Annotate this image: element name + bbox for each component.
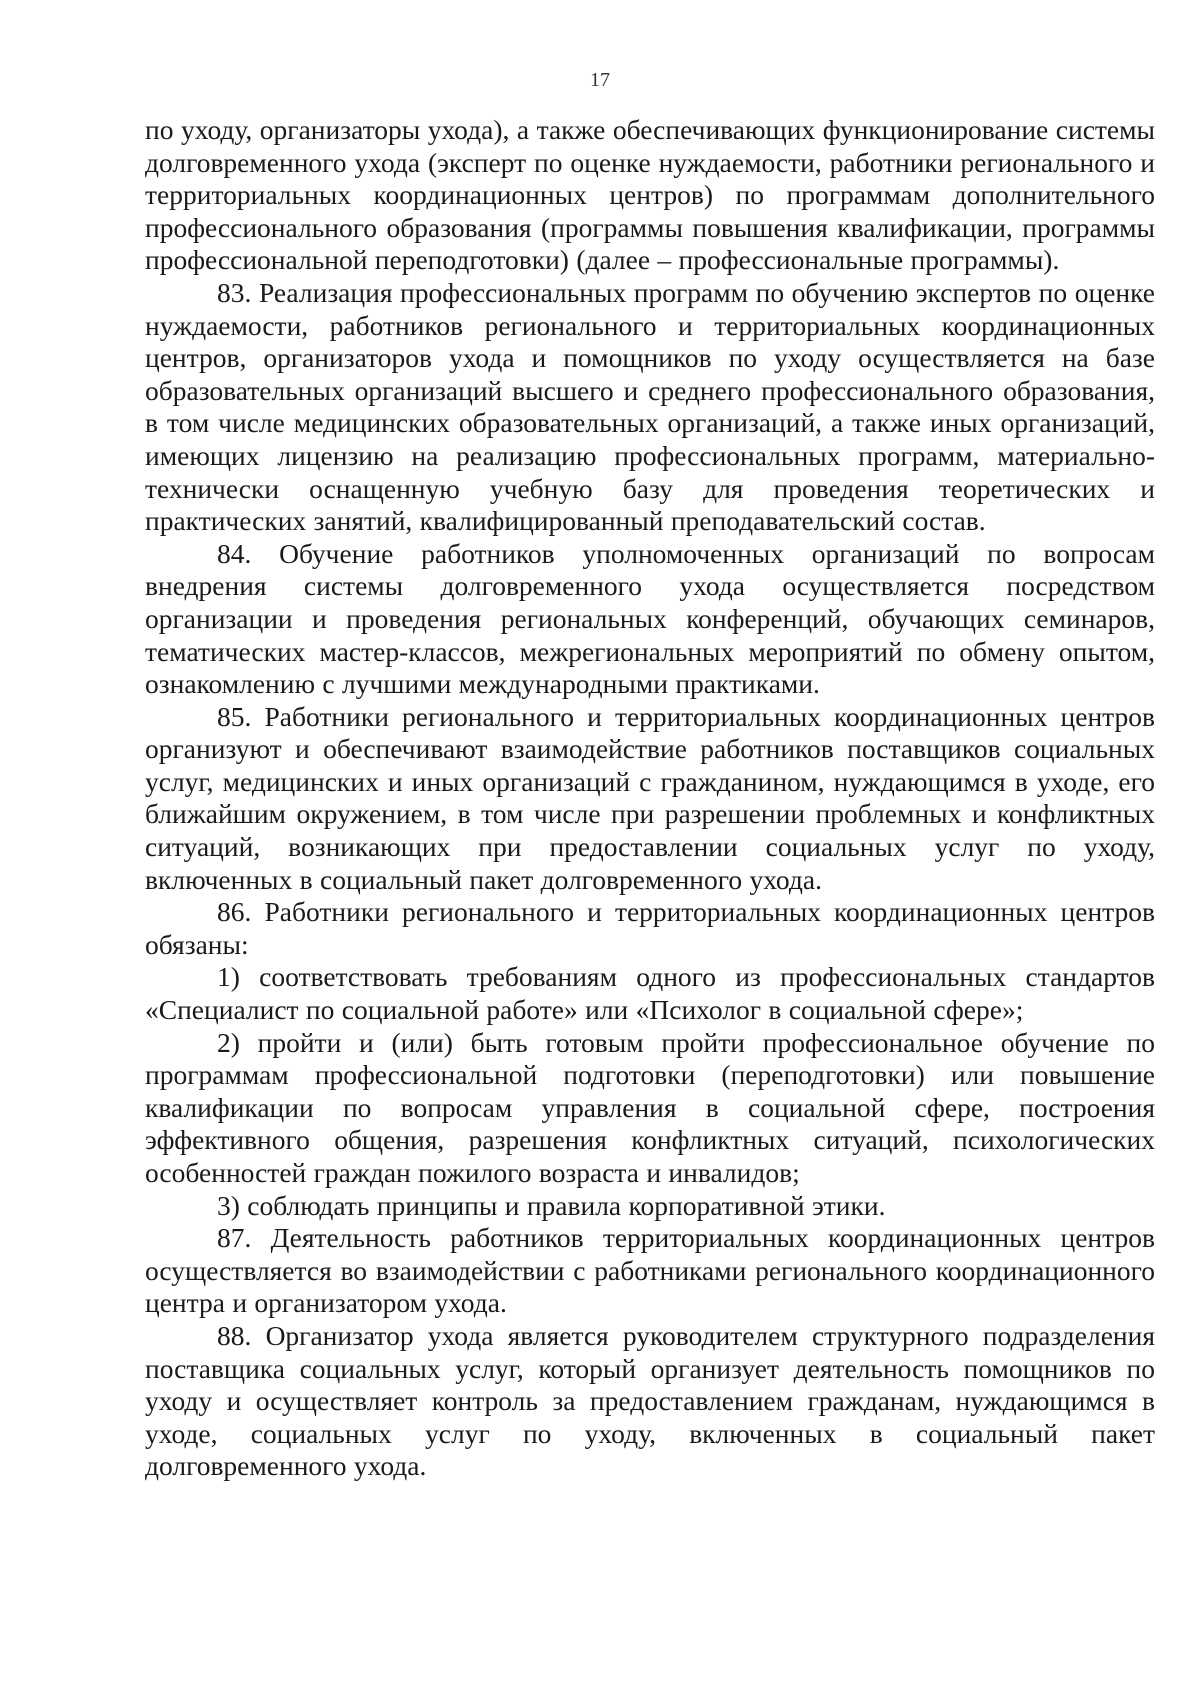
page-number: 17: [590, 69, 610, 91]
paragraph-86-item-1: 1) соответствовать требованиям одного из профессиональных стандартов «Специалист по социальной работе» или «Психолог в социальной сфере»;: [145, 961, 1155, 1026]
document-body: [145, 114, 1155, 1483]
paragraph-85: 85. Работники регионального и территориальных координационных центров организуют и обеспечивают взаимодействие работников поставщиков социальных услуг, медицинских и иных организаций с гражданином, нуждающимся в уходе, его ближайшим окружением, в том числе при разрешении проблемных и конфликтных ситуаций, возникающих при предоставлении социальных услуг по уходу, включенных в социальный пакет долговременного ухода.: [145, 700, 1155, 895]
paragraph-84: 84. Обучение работников уполномоченных организаций по вопросам внедрения системы долговременного ухода осуществляется посредством организации и проведения региональных конференций, обучающих семинаров, тематических мастер-классов, межрегиональных мероприятий по обмену опытом, ознакомлению с лучшими международными практиками.: [145, 537, 1155, 700]
paragraph-86-item-2: 2) пройти и (или) быть готовым пройти профессиональное обучение по программам профессиональной подготовки (переподготовки) или повышение квалификации по вопросам управления в социальной сфере, построения эффективного общения, разрешения конфликтных ситуаций, психологических особенностей граждан пожилого возраста и инвалидов;: [145, 1026, 1155, 1188]
paragraph-87: 87. Деятельность работников территориальных координационных центров осуществляется во взаимодействии с работниками регионального координационного центра и организатором ухода.: [145, 1222, 1155, 1319]
paragraph-88: 88. Организатор ухода является руководителем структурного подразделения поставщика социальных услуг, который организует деятельность помощников по уходу и осуществляет контроль за предоставлением гражданам, нуждающимся в уходе, социальных услуг по уходу, включенных в социальный пакет долговременного ухода.: [145, 1319, 1155, 1482]
paragraph-86: 86. Работники регионального и территориальных координационных центров обязаны:: [145, 896, 1155, 960]
paragraph-continuation: по уходу, организаторы ухода), а также обеспечивающих функционирование системы долговременного ухода (эксперт по оценке нуждаемости, работники регионального и территориальных координационных центров) по программам дополнительного профессионального образования (программы повышения квалификации, программы профессиональной переподготовки) (далее – профессиональные программы).: [145, 114, 1155, 276]
paragraph-83: 83. Реализация профессиональных программ по обучению экспертов по оценке нуждаемости, работников регионального и территориальных координационных центров, организаторов ухода и помощников по уходу осуществляется на базе образовательных организаций высшего и среднего профессионального образования, в том числе медицинских образовательных организаций, а также иных организаций, имеющих лицензию на реализацию профессиональных программ, материально-технически оснащенную учебную базу для проведения теоретических и практических занятий, квалифицированный преподавательский состав.: [145, 276, 1155, 537]
paragraph-86-item-3: 3) соблюдать принципы и правила корпоративной этики.: [217, 1189, 886, 1221]
